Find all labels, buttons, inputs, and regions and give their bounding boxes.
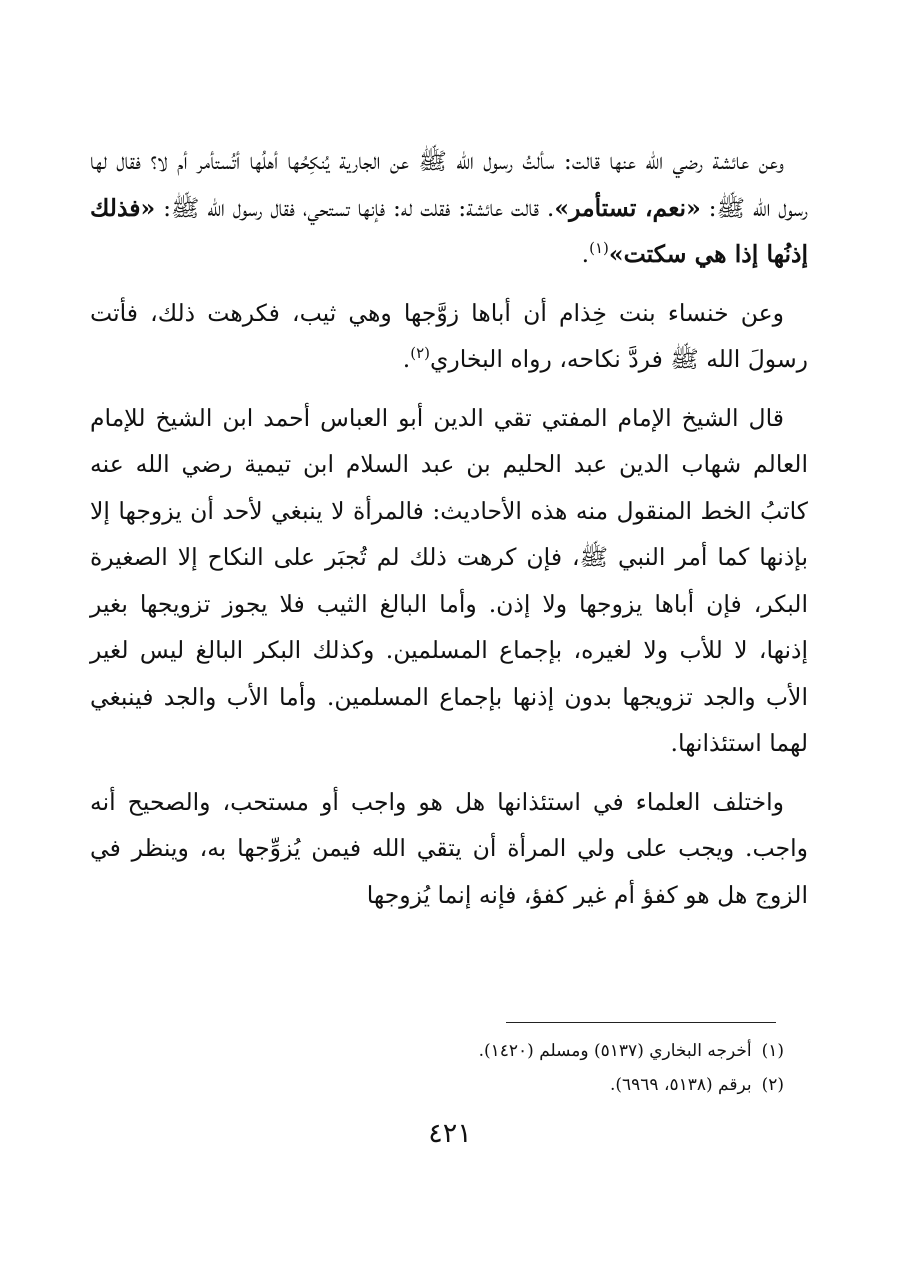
text-segment: قال الشيخ الإمام المفتي تقي الدين أبو العباس أحمد ابن الشيخ للإمام العالم شهاب الدين عبد الحليم بن عبد السلام ابن تيمية رضي الله عنه كاتبُ الخط المنقول منه هذه الأحاديث: فالمرأة لا ينبغي لأحد أن يزوجها إلا بإذنها كما أمر النبي ﷺ، فإن كرهت ذلك لم تُجبَر على النكاح إلا الصغيرة البكر، فإن أباها يزوجها ولا إذن. وأما البالغ الثيب فلا يجوز تزويجها بغير إذنها، لا للأب ولا لغيره، بإجماع المسلمين. وكذلك البكر البالغ ليس لغير الأب والجد تزويجها بدون إذنها بإجماع المسلمين. وأما الأب والجد فينبغي لهما استئذانها. xyxy=(90,403,808,757)
paragraph-khansa-hadith xyxy=(90,290,808,383)
main-text xyxy=(90,138,808,918)
footnote-number: (١) xyxy=(761,1041,784,1061)
footnote-item xyxy=(184,1068,784,1102)
text-segment: وعن خنساء بنت خِذام أن أباها زوَّجها وهي ثيب، فكرهت ذلك، فأتت رسولَ الله ﷺ فردَّ نكاحه، رواه البخاري xyxy=(90,298,808,373)
text-segment: . xyxy=(581,240,590,268)
footnote-item xyxy=(184,1034,784,1068)
footnotes xyxy=(184,1034,784,1102)
footnote-divider xyxy=(506,1022,776,1023)
text-segment: واختلف العلماء في استئذانها هل هو واجب أو مستحب، والصحيح أنه واجب. ويجب على ولي المرأة أن يتقي الله فيمن يُزوِّجها به، وينظر في الزوج هل هو كفؤ أم غير كفؤ، فإنه إنما يُزوجها xyxy=(90,787,808,909)
text-segment: وعن عائشة رضي الله عنها قالت: سألتُ رسول الله ﷺ عن الجارية يُنكِحُها أهلُها أتُستأمر أم لا؟ فقال لها رسول الله ﷺ: xyxy=(90,147,809,222)
text-segment: . قالت عائشة: فقلت له: فإنها تستحي، فقال رسول الله ﷺ: xyxy=(155,193,555,222)
text-segment: . xyxy=(402,345,411,373)
footnote-number: (٢) xyxy=(761,1075,784,1095)
footnote-text: برقم (٥١٣٨، ٦٩٦٩). xyxy=(609,1075,752,1095)
bold-quote: «فذلك إذنُها إذا هي سكتت» xyxy=(90,193,808,268)
footnote-text: أخرجه البخاري (٥١٣٧) ومسلم (١٤٢٠). xyxy=(478,1041,752,1061)
paragraph-ibn-taymiyya xyxy=(90,395,808,767)
paragraph-scholars-disagreement xyxy=(90,779,808,919)
paragraph-aisha-hadith xyxy=(90,138,808,278)
page-number: ٤٢١ xyxy=(428,1118,472,1149)
footnote-reference[interactable]: (٢) xyxy=(410,344,431,363)
footnote-reference[interactable]: (١) xyxy=(589,239,609,258)
bold-quote: «نعم، تستأمر» xyxy=(554,193,701,222)
